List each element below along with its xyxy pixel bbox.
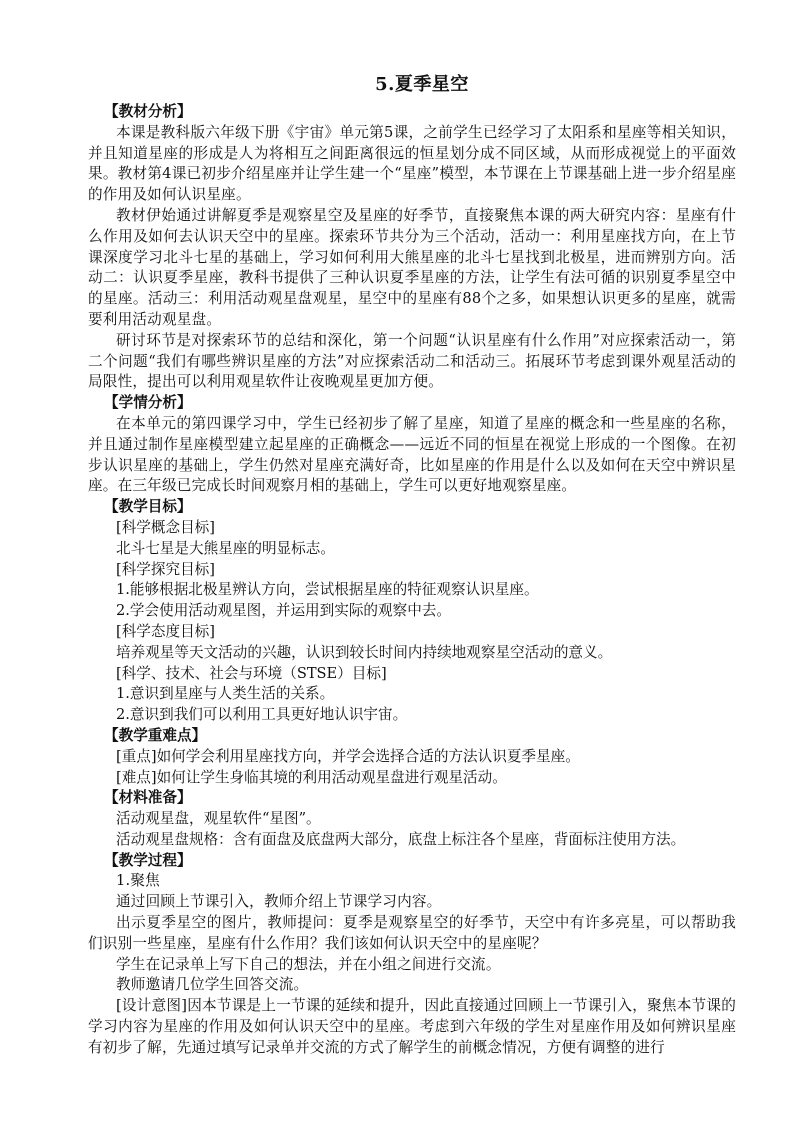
process-paragraph-3: 出示夏季星空的图片，教师提问：夏季是观察星空的好季节，天空中有许多亮星，可以帮助我们识别一些星座，星座有什么作用？我们该如何认识天空中的星座呢？ [88,914,736,952]
objective-line-10: 2.意识到我们可以利用工具更好地认识宇宙。 [116,706,408,724]
objective-line-1: [科学概念目标] [116,518,215,536]
analysis-paragraph-1: 本课是教科版六年级下册《宇宙》单元第5课，之前学生已经学习了太阳系和星座等相关知识，并且知道星座的形成是人为将相互之间距离很远的恒星划分成不同区域，从而形成视觉上的平面效果。教材第4课已初步介绍星座并让学生建一个“星座”模型，本节课在上节课基础上进一步介绍星座的作用及如何认识星座。 [88,123,736,204]
analysis-paragraph-3: 研讨环节是对探索环节的总结和深化，第一个问题“认识星座有什么作用”对应探索活动一，第二个问题“我们有哪些辨识星座的方法”对应探索活动二和活动三。拓展环节考虑到课外观星活动的局限性，提出可以利用观星软件让夜晚观星更加方便。 [88,331,736,391]
section-heading-objectives: 【教学目标】 [104,498,192,516]
section-heading-student: 【学情分析】 [104,394,192,412]
objective-line-3: [科学探究目标] [116,560,215,578]
process-paragraph-2: 通过回顾上节课引入，教师介绍上节课学习内容。 [116,893,442,911]
objective-line-7: 培养观星等天文活动的兴趣，认识到较长时间内持续地观察星空活动的意义。 [116,643,613,661]
process-paragraph-5: 教师邀请几位学生回答交流。 [116,976,309,994]
page-bottom-margin [0,1103,794,1123]
section-heading-analysis: 【教材分析】 [104,103,192,120]
objective-line-5: 2.学会使用活动观星图，并运用到实际的观察中去。 [116,602,451,620]
student-paragraph-1: 在本单元的第四课学习中，学生已经初步了解了星座，知道了星座的概念和一些星座的名称，并且通过制作星座模型建立起星座的正确概念——远近不同的恒星在视觉上形成的一个图像。在初步认识星座的基础上，学生仍然对星座充满好奇，比如星座的作用是什么以及如何在天空中辨识星座。在三年级已完成长时间观察月相的基础上，学生可以更好地观察星座。 [88,414,736,495]
objective-line-2: 北斗七星是大熊星座的明显标志。 [116,539,335,557]
section-heading-materials: 【材料准备】 [104,789,192,807]
analysis-paragraph-2: 教材伊始通过讲解夏季是观察星空及星座的好季节，直接聚焦本课的两大研究内容：星座有什么作用及如何去认识天空中的星座。探索环节共分为三个活动，活动一：利用星座找方向，在上节课深度学习北斗七星的基础上，学习如何利用大熊星座的北斗七星找到北极星，进而辨别方向。活动二：认识夏季星座，教科书提供了三种认识夏季星座的方法，让学生有法可循的识别夏季星空中的星座。活动三：利用活动观星盘观星，星空中的星座有88个之多，如果想认识更多的星座，就需要利用活动观星盘。 [88,206,736,328]
process-paragraph-4: 学生在记录单上写下自己的想法，并在小组之间进行交流。 [116,955,501,973]
section-heading-keypoints: 【教学重难点】 [104,726,207,744]
document-title: 5.夏季星空 [375,74,469,95]
material-line-2: 活动观星盘规格：含有面盘及底盘两大部分，底盘上标注各个星座，背面标注使用方法。 [116,830,686,848]
process-paragraph-1: 1.聚焦 [116,872,160,890]
process-paragraph-6: [设计意图]因本节课是上一节课的延续和提升，因此直接通过回顾上一节课引入，聚焦本节课的学习内容为星座的作用及如何认识天空中的星座。考虑到六年级的学生对星座作用及如何辨识星座有初步了解，先通过填写记录单并交流的方式了解学生的前概念情况，方便有调整的进行 [88,997,736,1056]
section-heading-process: 【教学过程】 [104,851,192,869]
objective-line-6: [科学态度目标] [116,622,215,640]
keypoint-line-2: [难点]如何让学生身临其境的利用活动观星盘进行观星活动。 [116,768,507,786]
keypoint-line-1: [重点]如何学会利用星座找方向，并学会选择合适的方法认识夏季星座。 [116,747,580,765]
objective-line-8: [科学、技术、社会与环境（STSE）目标] [116,664,387,682]
objective-line-4: 1.能够根据北极星辨认方向，尝试根据星座的特征观察认识星座。 [116,581,539,599]
objective-line-9: 1.意识到星座与人类生活的关系。 [116,685,335,703]
material-line-1: 活动观星盘，观星软件“星图”。 [116,810,321,828]
